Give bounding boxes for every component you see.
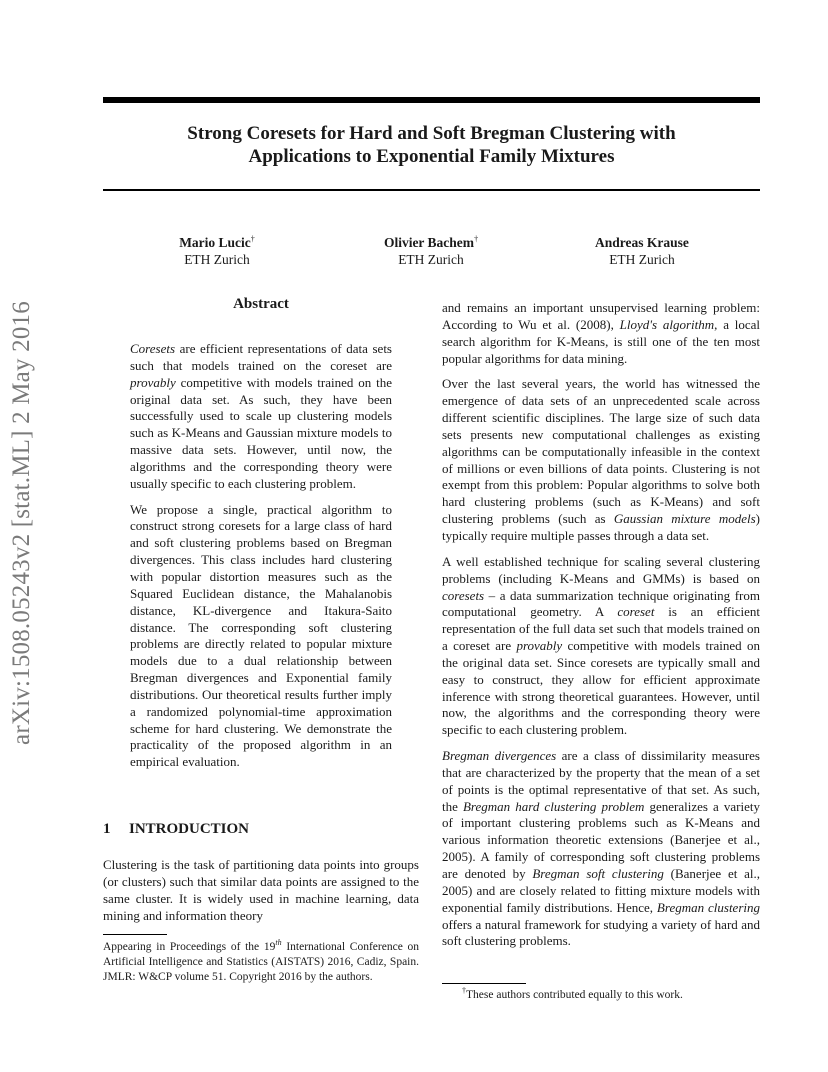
author-name: Mario Lucic <box>179 235 251 250</box>
body-paragraph <box>442 554 760 739</box>
body-emphasis: Bregman soft clustering <box>532 866 664 881</box>
author-mark: † <box>250 234 255 244</box>
footnote-rule <box>103 934 167 935</box>
body-text: (Banerjee et al., 2005) and are closely related to fitting mixture models with exponential family distributions. Hence, <box>442 866 760 915</box>
body-text: ) typically require multiple passes through a data set. <box>442 511 760 543</box>
abstract-paragraph <box>130 341 392 493</box>
abstract-body <box>130 341 392 780</box>
abstract-paragraph: We propose a single, practical algorithm to construct strong coresets for a large class of hard and soft clustering problems based on Bregman divergences. This class includes hard clustering with popular distortion measures such as the Squared Euclidean distance, the Mahalanobis distance, KL-divergence and Itakura-Saito distance. The corresponding soft clustering problems are directly related to popular mixture models due to a dual relationship between Bregman divergences and Exponential family distributions. Our theoretical results further imply a randomized polynomial-time approximation scheme for hard clustering. We demonstrate the practicality of the proposed algorithm in an empirical evaluation. <box>130 501 392 770</box>
author-block <box>321 234 541 268</box>
body-text: generalizes a variety of important clustering problems such as K-Means and various information theoretic extensions (Banerjee et al., 2005). A family of corresponding soft clustering problems are denoted by <box>442 798 760 881</box>
abstract-emphasis: provably <box>130 374 176 390</box>
section-heading <box>103 821 249 838</box>
body-emphasis: Bregman hard clustering problem <box>462 798 645 814</box>
abstract-term: Coresets <box>130 341 176 356</box>
title-bottom-rule <box>103 189 760 191</box>
body-emphasis: coreset <box>617 604 655 620</box>
body-emphasis: Gaussian mixture models <box>613 511 756 527</box>
author-affiliation: ETH Zurich <box>184 252 250 267</box>
footnote-text: Appearing in Proceedings of the 19 <box>103 941 276 953</box>
author-block <box>107 234 327 268</box>
author-name: Olivier Bachem <box>383 235 475 250</box>
author-block <box>532 234 752 268</box>
body-text: are a class of dissimilarity measures that are characterized by the property that the mean of a set of points is the optimal representative of that set. As such, the <box>442 748 760 814</box>
section-number: 1 <box>103 821 111 837</box>
footnote-text: These authors contributed equally to this work. <box>466 989 683 1001</box>
body-paragraph <box>442 376 760 544</box>
body-emphasis: Lloyd's algorithm <box>619 316 715 332</box>
right-column-body <box>442 300 760 959</box>
body-paragraph <box>442 300 760 367</box>
arxiv-identifier: arXiv:1508.05243v2 [stat.ML] 2 May 2016 <box>8 301 35 745</box>
abstract-text: are efficient representations of data sets such that models trained on the coreset are <box>130 341 392 373</box>
author-name: Andreas Krause <box>595 235 689 250</box>
abstract-heading: Abstract <box>233 296 289 312</box>
body-emphasis: Bregman clustering <box>656 899 760 915</box>
intro-paragraph: Clustering is the task of partitioning data points into groups (or clusters) such that similar data points are assigned to the same cluster. It is widely used in machine learning, data mining and information theory <box>103 857 419 923</box>
author-mark: † <box>474 234 479 244</box>
body-paragraph <box>442 748 760 950</box>
body-text: and remains an important unsupervised learning problem: According to Wu et al. (2008), <box>442 300 760 332</box>
body-emphasis: coresets <box>442 587 485 603</box>
arxiv-sidebar-stamp <box>0 0 44 1072</box>
paper-title <box>103 122 760 168</box>
footnote-text: International Conference on Artificial Intelligence and Statistics (AISTATS) 2016, Cadiz, Spain. JMLR: W&CP volume 51. Copyright 2016 by the authors. <box>103 941 420 983</box>
body-text: offers a natural framework for studying a variety of hard and soft clustering problems. <box>442 916 760 949</box>
body-emphasis: Bregman divergences <box>442 748 557 764</box>
footnote-mark: † <box>462 986 466 996</box>
title-line-2: Applications to Exponential Family Mixtures <box>248 146 615 167</box>
body-text: , a local search algorithm for K-Means, is still one of the ten most popular algorithms for data mining. <box>442 316 761 366</box>
body-text: – a data summarization technique originating from computational geometry. A <box>442 587 760 620</box>
section-title: INTRODUCTION <box>129 821 250 837</box>
author-affiliation: ETH Zurich <box>398 252 464 267</box>
footnote-rule <box>442 983 526 984</box>
body-text: competitive with models trained on the original data set. Since coresets are typically small and easy to construct, they allow for efficient approximate inference with strong theoretical guarantees. However, until now, the algorithms and the corresponding theory were specific to each clustering problem. <box>442 638 760 738</box>
abstract-text: competitive with models trained on the original data set. As such, they have been successfully used to scale up clustering models such as K-Means and Gaussian mixture models to massive data sets. However, until now, the algorithms and the corresponding theory were usually specific to each clustering problem. <box>130 374 392 491</box>
title-top-rule <box>103 97 760 103</box>
author-affiliation: ETH Zurich <box>609 252 675 267</box>
body-text: A well established technique for scaling several clustering problems (including K-Means and GMMs) is based on <box>442 553 760 586</box>
equal-contribution-footnote <box>462 988 760 1003</box>
footnote-superscript: th <box>275 938 282 948</box>
body-text: is an efficient representation of the full data set such that models trained on a coreset are <box>442 604 760 654</box>
body-emphasis: provably <box>516 638 563 654</box>
body-text: Over the last several years, the world has witnessed the emergence of data sets of an unprecedented scale across different scientific disciplines. The large size of such data sets presents new computational challenges as existing algorithms can be computationally infeasible in the context of millions or even billions of data points. Clustering is not exempt from this problem: Popular algorithms to solve both hard clustering problems (such as K-Means) and soft clustering problems (such as <box>442 376 760 527</box>
intro-body <box>103 857 419 933</box>
title-line-1: Strong Coresets for Hard and Soft Bregman Clustering with <box>187 123 676 144</box>
venue-footnote <box>103 940 419 985</box>
